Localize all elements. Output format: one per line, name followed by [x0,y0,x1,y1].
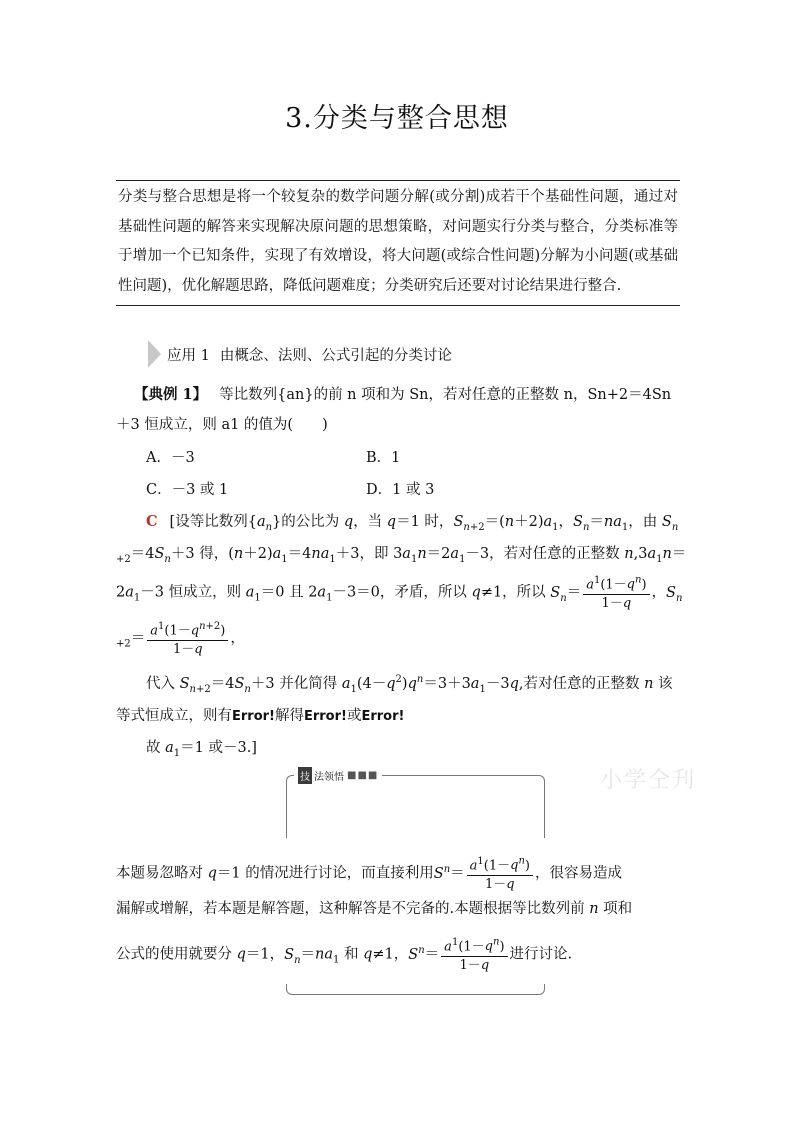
option-a: A．－3 [146,450,195,466]
example-label: 【典例 1】 [134,386,208,403]
example-question-line1 [116,383,686,404]
sum-formula-fraction-n2: $\frac{a^1(1-q^{n+2})}{1-q}$ [147,618,228,659]
tip-line2: 漏解或增解，若本题是解答题，这种解答是不完备的.本题根据等比数列前 n 项和 [116,901,633,917]
solution-line4: $_{+2}$＝ $\frac{a^1(1-q^{n+2})}{1-q}$ ， [116,618,686,659]
example-question-text1: 等比数列{an}的前 n 项和为 Sn，若对任意的正整数 n，Sn+2＝4Sn [219,387,672,403]
intro-paragraph [116,180,680,306]
tip-formula-fraction: $\frac{a^1(1-q^n)}{1-q}$ [467,853,533,894]
solution-line1: C [设等比数列$\{a_n\}$的公比为 q，当 q＝1 时，$S_{n+2}=(n+2)a_1$，$S_n=na_1$，由 $S_n$ [146,513,679,533]
err-word-2: 解得 [274,708,304,724]
application-text: 由概念、法则、公式引起的分类讨论 [219,347,452,364]
triangle-marker-icon [148,340,161,368]
solution-line7: 故 $a_1=1$ 或－3.] [146,740,257,759]
solution-line3: $2a_1-3$ 恒成立，则 $a_1=0$ 且 $2a_1-3=0$，矛盾，所以 q≠1，所以 $S_n=$ $\frac{a^1(1-q^n)}{1-q}$ ，$S_n$ [116,572,686,613]
err-word-1: 则有 [203,708,232,724]
option-d: D．1 或 3 [366,482,435,498]
solution-line5: 代入 $S_{n+2}=4S_n+3$ 并化简得 $a_1(4-q^2)q^n=3+3a_1-3q$,若对任意的正整数 n 该 [146,674,673,695]
tip-box-bottom-border [286,984,545,995]
intro-text: 分类与整合思想是将一个较复杂的数学问题分解(或分割)成若干个基础性问题，通过对基础性问题的解答来实现解决原问题的思想策略，对问题实行分类与整合，分类标准等于增加一个已知条件，实现了有效增设，将大问题(或综合性问题)分解为小问题(或基础性问题)，优化解题思路，降低问题难度；分类研究后还要对讨论结果进行整合. [118,189,678,294]
tip-formula-fraction-2: $\frac{a^1(1-q^n)}{1-q}$ [441,934,507,975]
watermark: 小学仝刋 [600,768,697,793]
page-title: 3.分类与整合思想 [285,103,509,134]
answer-letter: C [146,513,158,530]
option-b: B．1 [366,450,401,466]
tip-header-text: 法领悟 [314,772,344,783]
tip-line3: 公式的使用就要分 q＝1，$S_n=na_1$ 和 q≠1，$S^n=$ $\frac{a^1(1-q^n)}{1-q}$ 进行讨论. [116,934,686,975]
tip-line1: 本题易忽略对 q＝1 的情况进行讨论，而直接利用$S^n=$ $\frac{a^1(1-q^n)}{1-q}$ ，很容易造成 [116,853,686,894]
err-word-3: 或 [346,708,362,724]
error-text-3: Error! [361,709,405,724]
example-question-line2: ＋3 恒成立，则 a1 的值为( ) [116,417,328,433]
tip-mark-icon: 技 [298,767,312,784]
application-tag: 应用 1 [167,347,210,364]
solution-line6: 等式恒成立，则有Error!解得Error!或Error! [116,708,405,724]
solution-line2: $_{+2}=4S_n+3$ 得，$(n+2)a_1=4na_1+3$，即 $3a_1n=2a_1-3$，若对任意的正整数 $n,3a_1n=$ [116,546,687,565]
tip-box-top-border [286,775,545,838]
tip-box-header [294,767,382,784]
error-text-2: Error! [303,709,347,724]
sum-formula-fraction: $\frac{a^1(1-q^n)}{1-q}$ [583,572,649,613]
error-text-1: Error! [232,709,275,724]
application-heading [148,340,452,368]
dots-icon: ■■■ [347,770,379,781]
option-c: C．－3 或 1 [146,482,229,498]
